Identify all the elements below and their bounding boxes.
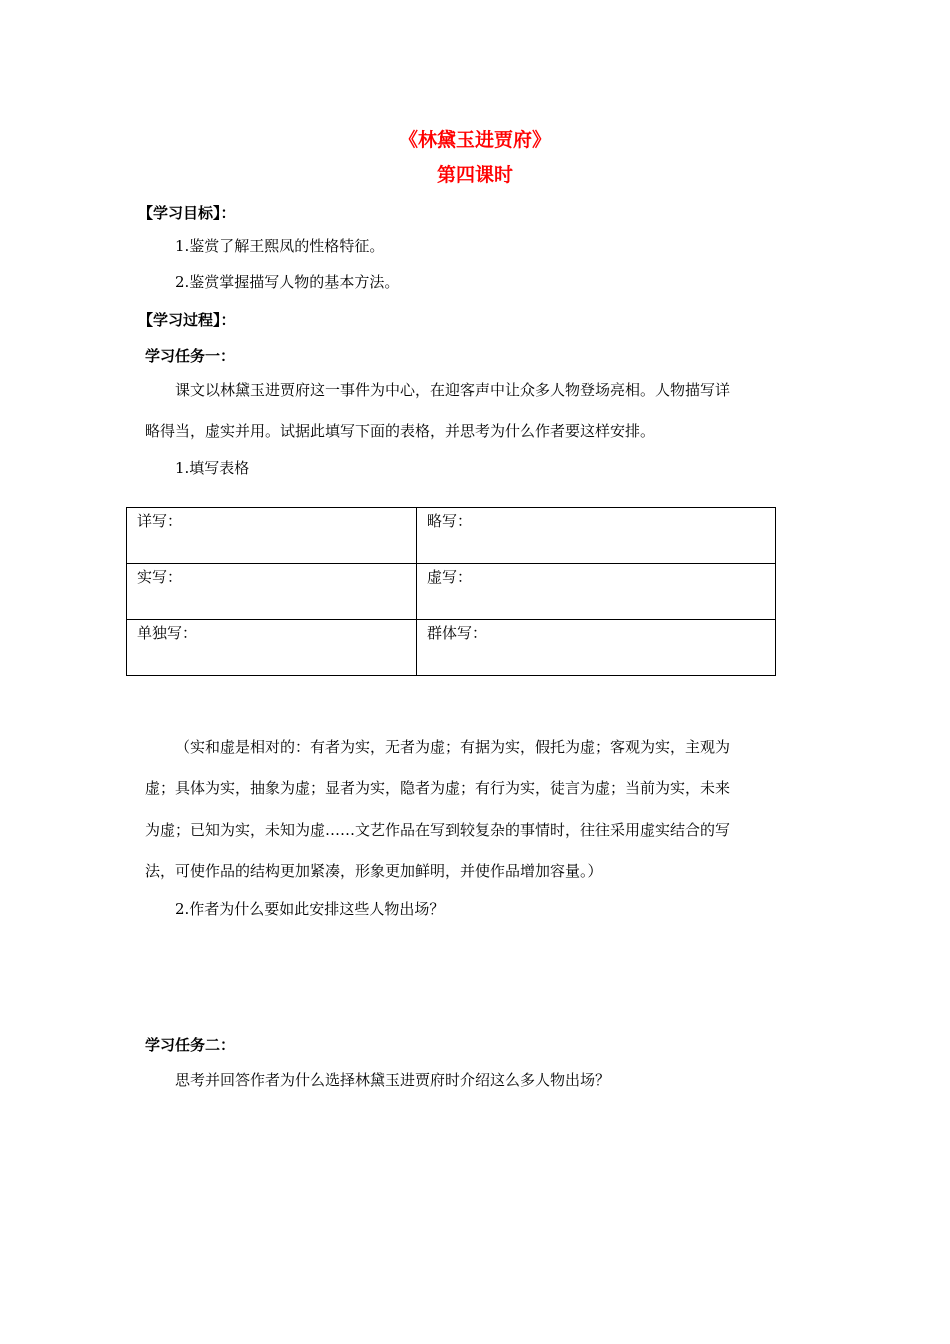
goals-heading: 【学习目标】：: [138, 204, 236, 222]
note-line2: 虚；具体为实，抽象为虚；显者为实，隐者为虚；有行为实，徒言为虚；当前为实，未来: [145, 779, 731, 797]
note-line3: 为虚；已知为实，未知为虚……文艺作品在写到较复杂的事情时，往往采用虚实结合的写: [145, 821, 731, 839]
task1-intro-line1: 课文以林黛玉进贾府这一事件为中心，在迎客声中让众多人物登场亮相。人物描写详: [175, 381, 731, 399]
task1-heading: 学习任务一：: [145, 347, 236, 365]
document-subtitle: 第四课时: [436, 164, 513, 186]
task2-question: 思考并回答作者为什么选择林黛玉进贾府时介绍这么多人物出场？: [175, 1071, 611, 1089]
table-row: [127, 564, 776, 620]
note-line1: （实和虚是相对的：有者为实，无者为虚；有据为实，假托为虚；客观为实，主观为: [175, 738, 731, 756]
goal-item-1: 1.鉴赏了解王熙凤的性格特征。: [175, 237, 385, 255]
table-cell-virtual[interactable]: 虚写：: [417, 564, 776, 620]
table-row: [127, 620, 776, 676]
fill-in-table: [126, 507, 776, 676]
task2-heading: 学习任务二：: [145, 1036, 236, 1054]
note-line4: 法，可使作品的结构更加紧凑，形象更加鲜明，并使作品增加容量。）: [145, 862, 603, 880]
task1-intro-line2: 略得当，虚实并用。试据此填写下面的表格，并思考为什么作者要这样安排。: [145, 422, 656, 440]
table-cell-detailed[interactable]: 详写：: [127, 508, 417, 564]
process-heading: 【学习过程】：: [138, 311, 236, 329]
document-title: 《林黛玉进贾府》: [398, 129, 551, 151]
table-cell-real[interactable]: 实写：: [127, 564, 417, 620]
table-row: [127, 508, 776, 564]
table-cell-brief[interactable]: 略写：: [417, 508, 776, 564]
task1-question2: 2.作者为什么要如此安排这些人物出场？: [175, 900, 445, 918]
task1-question1: 1.填写表格: [175, 459, 250, 477]
table-cell-individual[interactable]: 单独写：: [127, 620, 417, 676]
table-cell-group[interactable]: 群体写：: [417, 620, 776, 676]
goal-item-2: 2.鉴赏掌握描写人物的基本方法。: [175, 273, 400, 291]
